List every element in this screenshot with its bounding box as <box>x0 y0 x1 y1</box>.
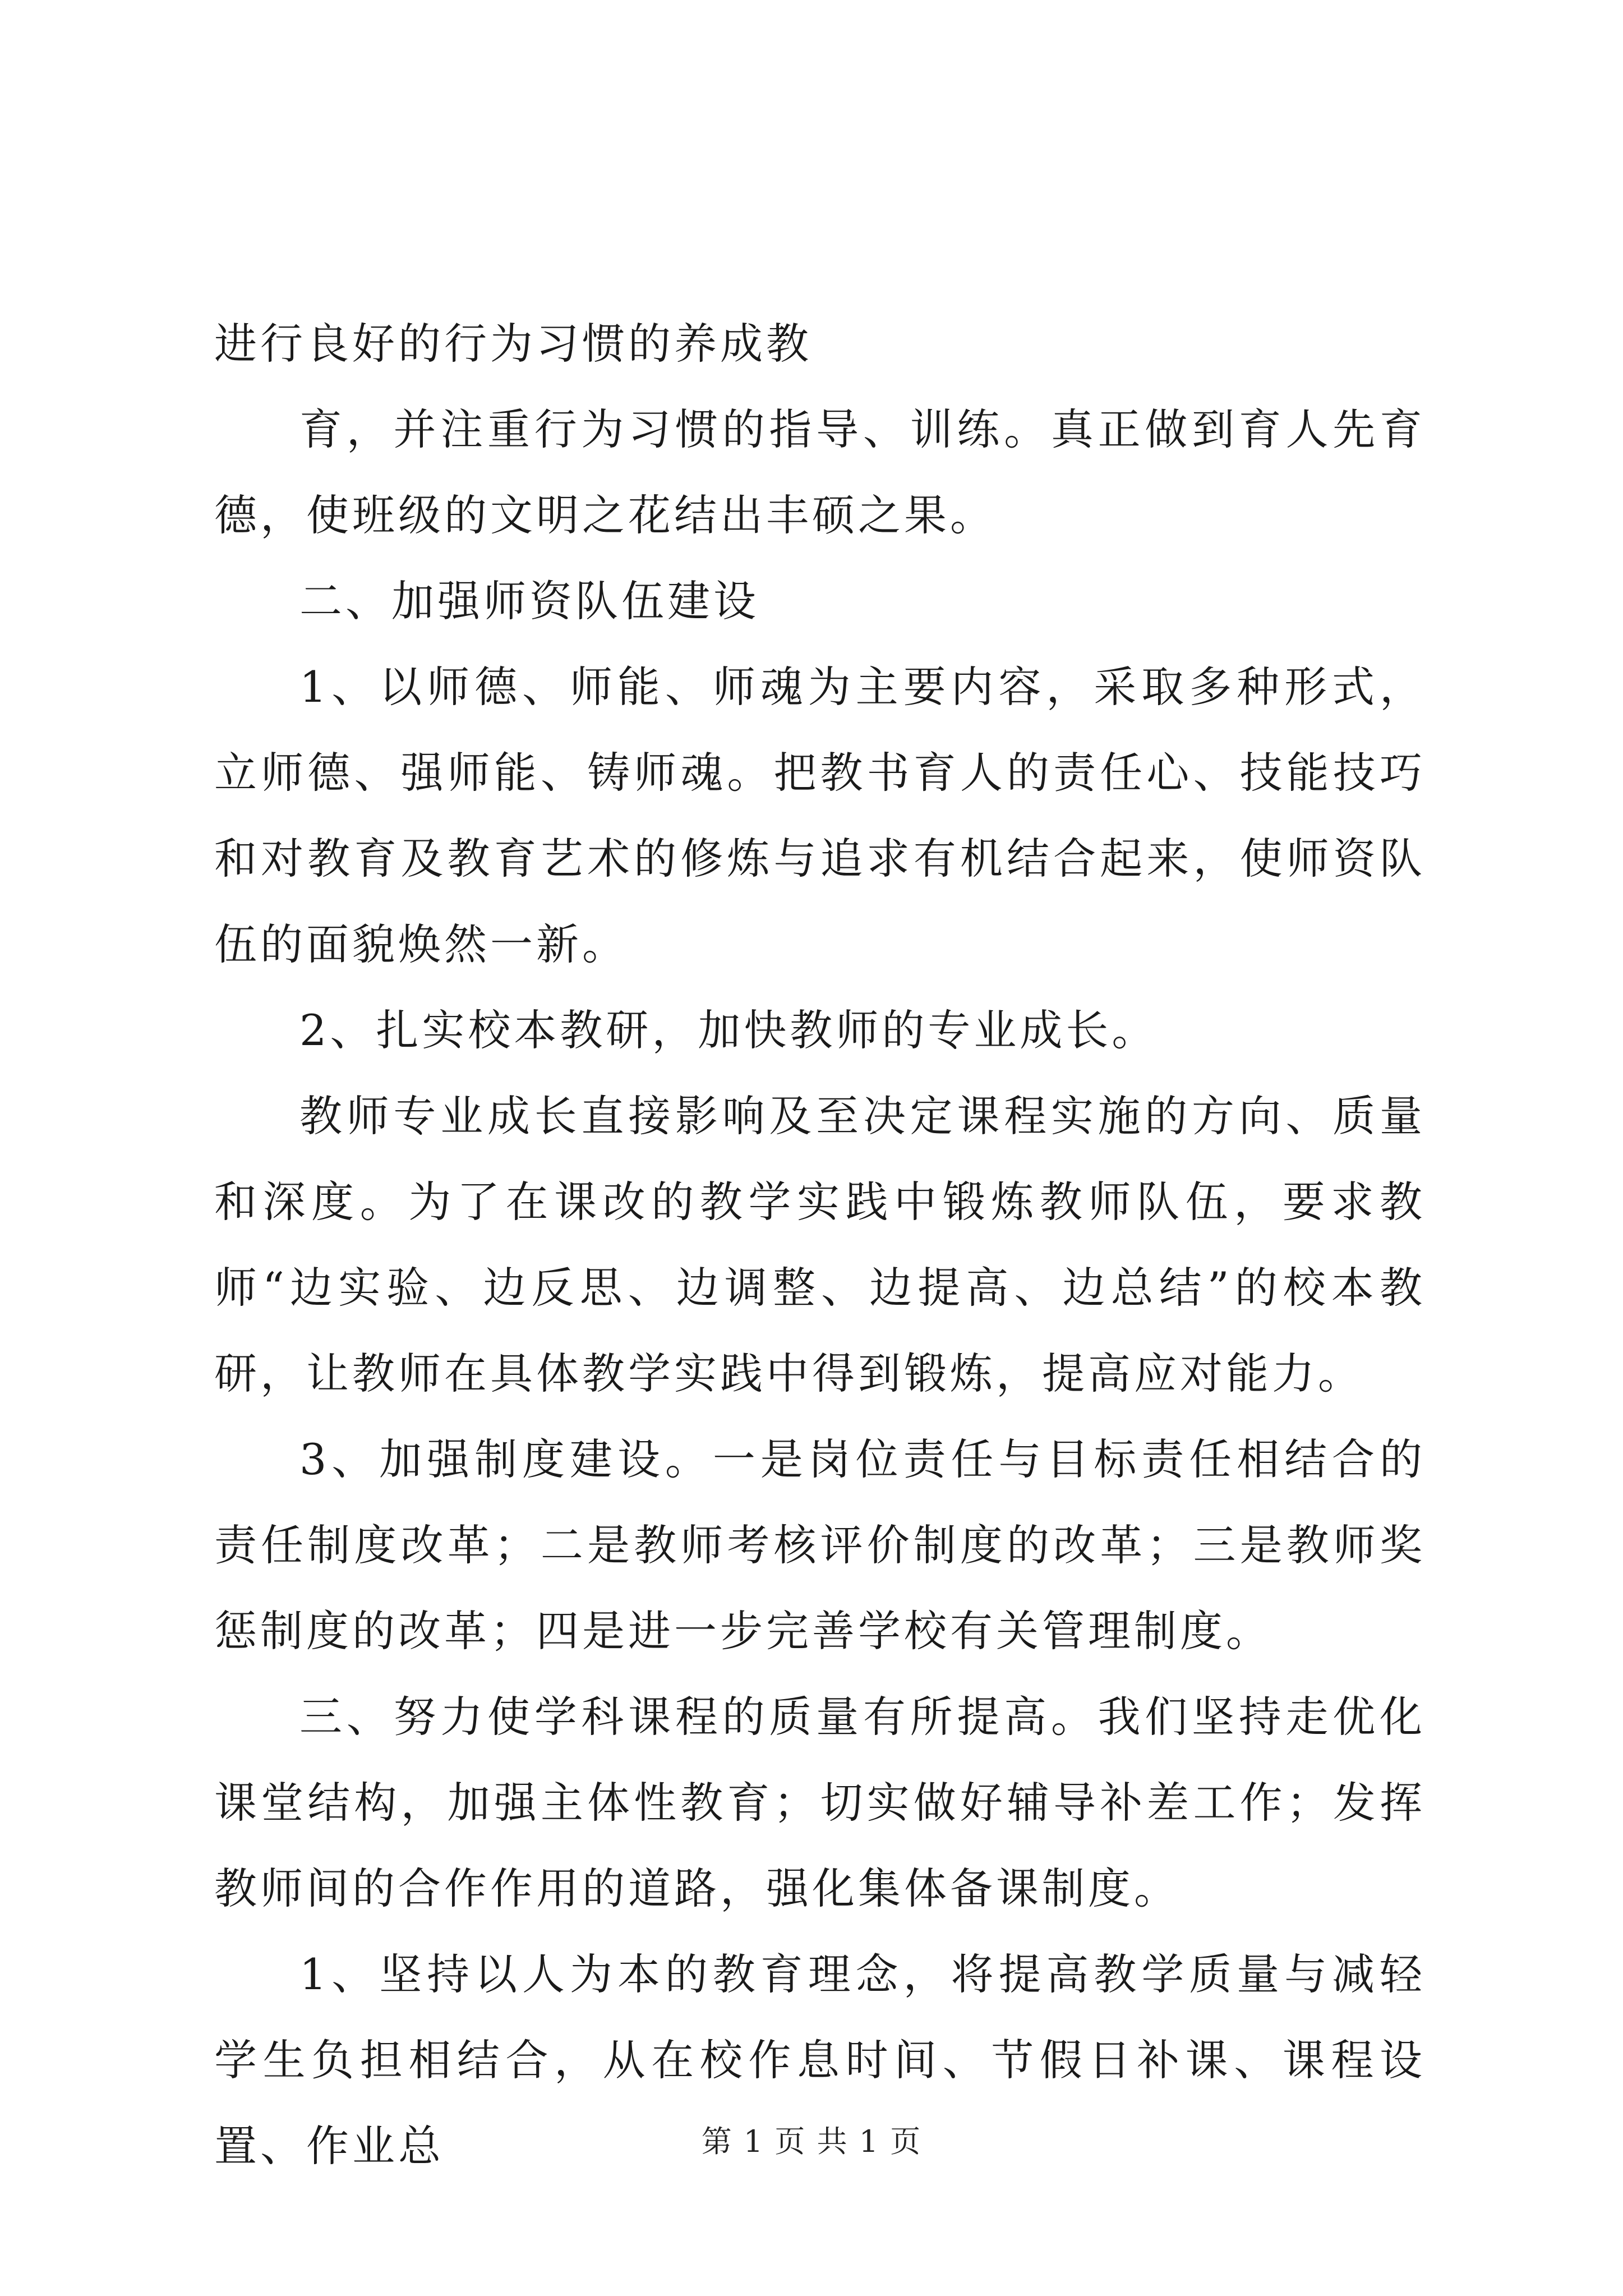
page-number-footer: 第 1 页 共 1 页 <box>701 2124 922 2159</box>
paragraph: 进行良好的行为习惯的养成教 <box>214 319 812 369</box>
paragraph: 1、坚持以人为本的教育理念，将提高教学质量与减轻学生负担相结合，从在校作息时间、节假日补课、课程设置、作业总 <box>214 1949 1426 2171</box>
paragraph: 3、加强制度建设。一是岗位责任与目标责任相结合的责任制度改革；二是教师考核评价制度的改革；三是教师奖惩制度的改革；四是进一步完善学校有关管理制度。 <box>214 1434 1426 1656</box>
paragraph: 2、扎实校本教研，加快教师的专业成长。 <box>299 1005 1158 1055</box>
paragraph: 育，并注重行为习惯的指导、训练。真正做到育人先育德，使班级的文明之花结出丰硕之果。 <box>214 404 1426 540</box>
paragraph: 教师专业成长直接影响及至决定课程实施的方向、质量和深度。为了在课改的教学实践中锻炼教师队伍，要求教师“边实验、边反思、边调整、边提高、边总结”的校本教研，让教师在具体教学实践中得到锻炼，提高应对能力。 <box>214 1091 1426 1398</box>
section-heading: 二、加强师资队伍建设 <box>299 576 759 626</box>
paragraph: 三、努力使学科课程的质量有所提高。我们坚持走优化课堂结构，加强主体性教育；切实做好辅导补差工作；发挥教师间的合作作用的道路，强化集体备课制度。 <box>214 1692 1426 1913</box>
document-body <box>214 301 1426 2189</box>
paragraph: 1、以师德、师能、师魂为主要内容，采取多种形式，立师德、强师能、铸师魂。把教书育人的责任心、技能技巧和对教育及教育艺术的修炼与追求有机结合起来，使师资队伍的面貌焕然一新。 <box>214 662 1426 969</box>
